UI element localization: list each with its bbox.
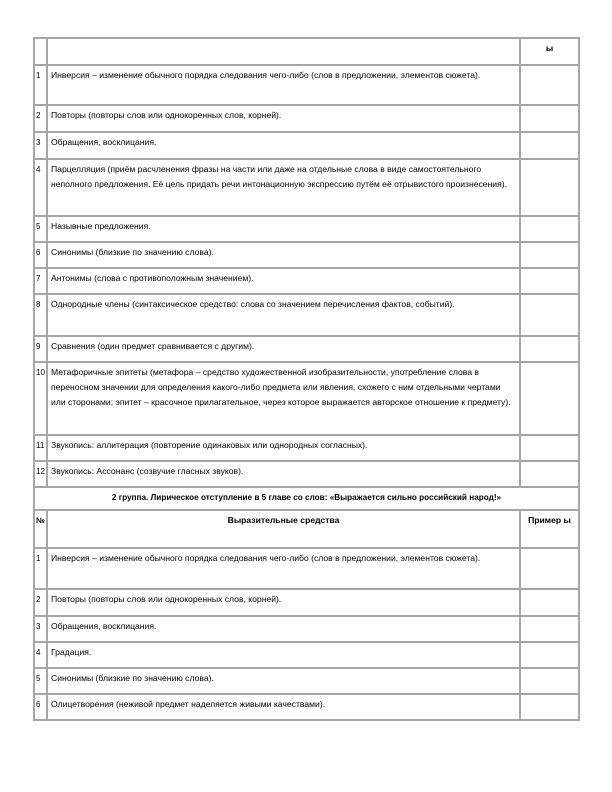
row-examples	[520, 132, 579, 159]
row-number: 12	[34, 461, 47, 487]
table-row	[34, 132, 579, 159]
row-number: 3	[34, 132, 47, 159]
row-number: 2	[34, 589, 47, 616]
row-examples	[520, 668, 579, 694]
row-number: 4	[34, 642, 47, 668]
table-row	[34, 616, 579, 642]
row-text: Метафоричные эпитеты (метафора – средство художественной изобразительности, употребление слова в переносном значении для определения какого-либо предмета или явления, схожего с ним отдельными чертами или сторонами; эпитет – красочное прилагательное, через которое выражается авторское отношение к предмету).	[47, 362, 520, 435]
row-examples	[520, 642, 579, 668]
row-text: Синонимы (близкие по значению слова).	[47, 668, 520, 694]
row-examples	[520, 336, 579, 362]
table-row	[34, 548, 579, 589]
row-text: Однородные члены (синтаксическое средство: слова со значением перечисления фактов, событий).	[47, 294, 520, 336]
table-row	[34, 336, 579, 362]
row-number: 6	[34, 242, 47, 268]
row-examples	[520, 159, 579, 216]
table2-header-title: Выразительные средства	[47, 510, 520, 548]
group-title-row	[34, 487, 579, 510]
row-text: Антонимы (слова с противоположным значением).	[47, 268, 520, 294]
row-number: 11	[34, 435, 47, 461]
row-text: Повторы (повторы слов или однокоренных слов, корней).	[47, 589, 520, 616]
row-examples	[520, 105, 579, 132]
row-examples	[520, 694, 579, 720]
row-examples	[520, 216, 579, 242]
row-number: 5	[34, 668, 47, 694]
row-text: Повторы (повторы слов или однокоренных слов, корней).	[47, 105, 520, 132]
row-examples	[520, 362, 579, 435]
table-row	[34, 105, 579, 132]
row-number: 4	[34, 159, 47, 216]
row-examples	[520, 589, 579, 616]
row-examples	[520, 461, 579, 487]
table-row	[34, 435, 579, 461]
table-row	[34, 65, 579, 105]
row-text: Сравнения (один предмет сравнивается с другим).	[47, 336, 520, 362]
row-examples	[520, 268, 579, 294]
group-title: 2 группа. Лирическое отступление в 5 главе со слов: «Выражается сильно российский народ!»	[34, 487, 579, 510]
row-number: 10	[34, 362, 47, 435]
row-text: Градация.	[47, 642, 520, 668]
row-number: 3	[34, 616, 47, 642]
table2-header-row	[34, 510, 579, 548]
row-text: Инверсия – изменение обычного порядка следования чего-либо (слов в предложении, элементов сюжета).	[47, 65, 520, 105]
table-row	[34, 268, 579, 294]
table1-header-examples: ы	[520, 38, 579, 65]
table-row	[34, 461, 579, 487]
table1-header-num	[34, 38, 47, 65]
row-number: 6	[34, 694, 47, 720]
row-number: 9	[34, 336, 47, 362]
row-examples	[520, 548, 579, 589]
table-row	[34, 642, 579, 668]
table-row	[34, 362, 579, 435]
row-text: Обращения, восклицания.	[47, 132, 520, 159]
row-text: Назывные предложения.	[47, 216, 520, 242]
row-text: Олицетворения (неживой предмет наделяется живыми качествами).	[47, 694, 520, 720]
row-number: 7	[34, 268, 47, 294]
table-row	[34, 159, 579, 216]
expressive-means-table	[33, 37, 580, 721]
row-examples	[520, 435, 579, 461]
row-number: 5	[34, 216, 47, 242]
table1-header-title	[47, 38, 520, 65]
row-text: Синонимы (близкие по значению слова).	[47, 242, 520, 268]
table2-header-examples: Пример ы	[520, 510, 579, 548]
row-number: 1	[34, 548, 47, 589]
row-examples	[520, 242, 579, 268]
row-text: Звукопись: Ассонанс (созвучие гласных звуков).	[47, 461, 520, 487]
row-text: Звукопись: аллитерация (повторение одинаковых или однородных согласных).	[47, 435, 520, 461]
table-row	[34, 694, 579, 720]
row-examples	[520, 294, 579, 336]
row-examples	[520, 616, 579, 642]
row-text: Инверсия – изменение обычного порядка следования чего-либо (слов в предложении, элементов сюжета).	[47, 548, 520, 589]
table-row	[34, 216, 579, 242]
table-row	[34, 668, 579, 694]
table-row	[34, 294, 579, 336]
row-examples	[520, 65, 579, 105]
row-text: Парцелляция (приём расчленения фразы на части или даже на отдельные слова в виде самостоятельного неполного предложения. Её цель придать речи интонационную экспрессию путём её отрывистого произнесения).	[47, 159, 520, 216]
row-number: 8	[34, 294, 47, 336]
table2-header-num: №	[34, 510, 47, 548]
row-number: 2	[34, 105, 47, 132]
table1-header-row	[34, 38, 579, 65]
row-number: 1	[34, 65, 47, 105]
table-row	[34, 589, 579, 616]
table-row	[34, 242, 579, 268]
row-text: Обращения, восклицания.	[47, 616, 520, 642]
